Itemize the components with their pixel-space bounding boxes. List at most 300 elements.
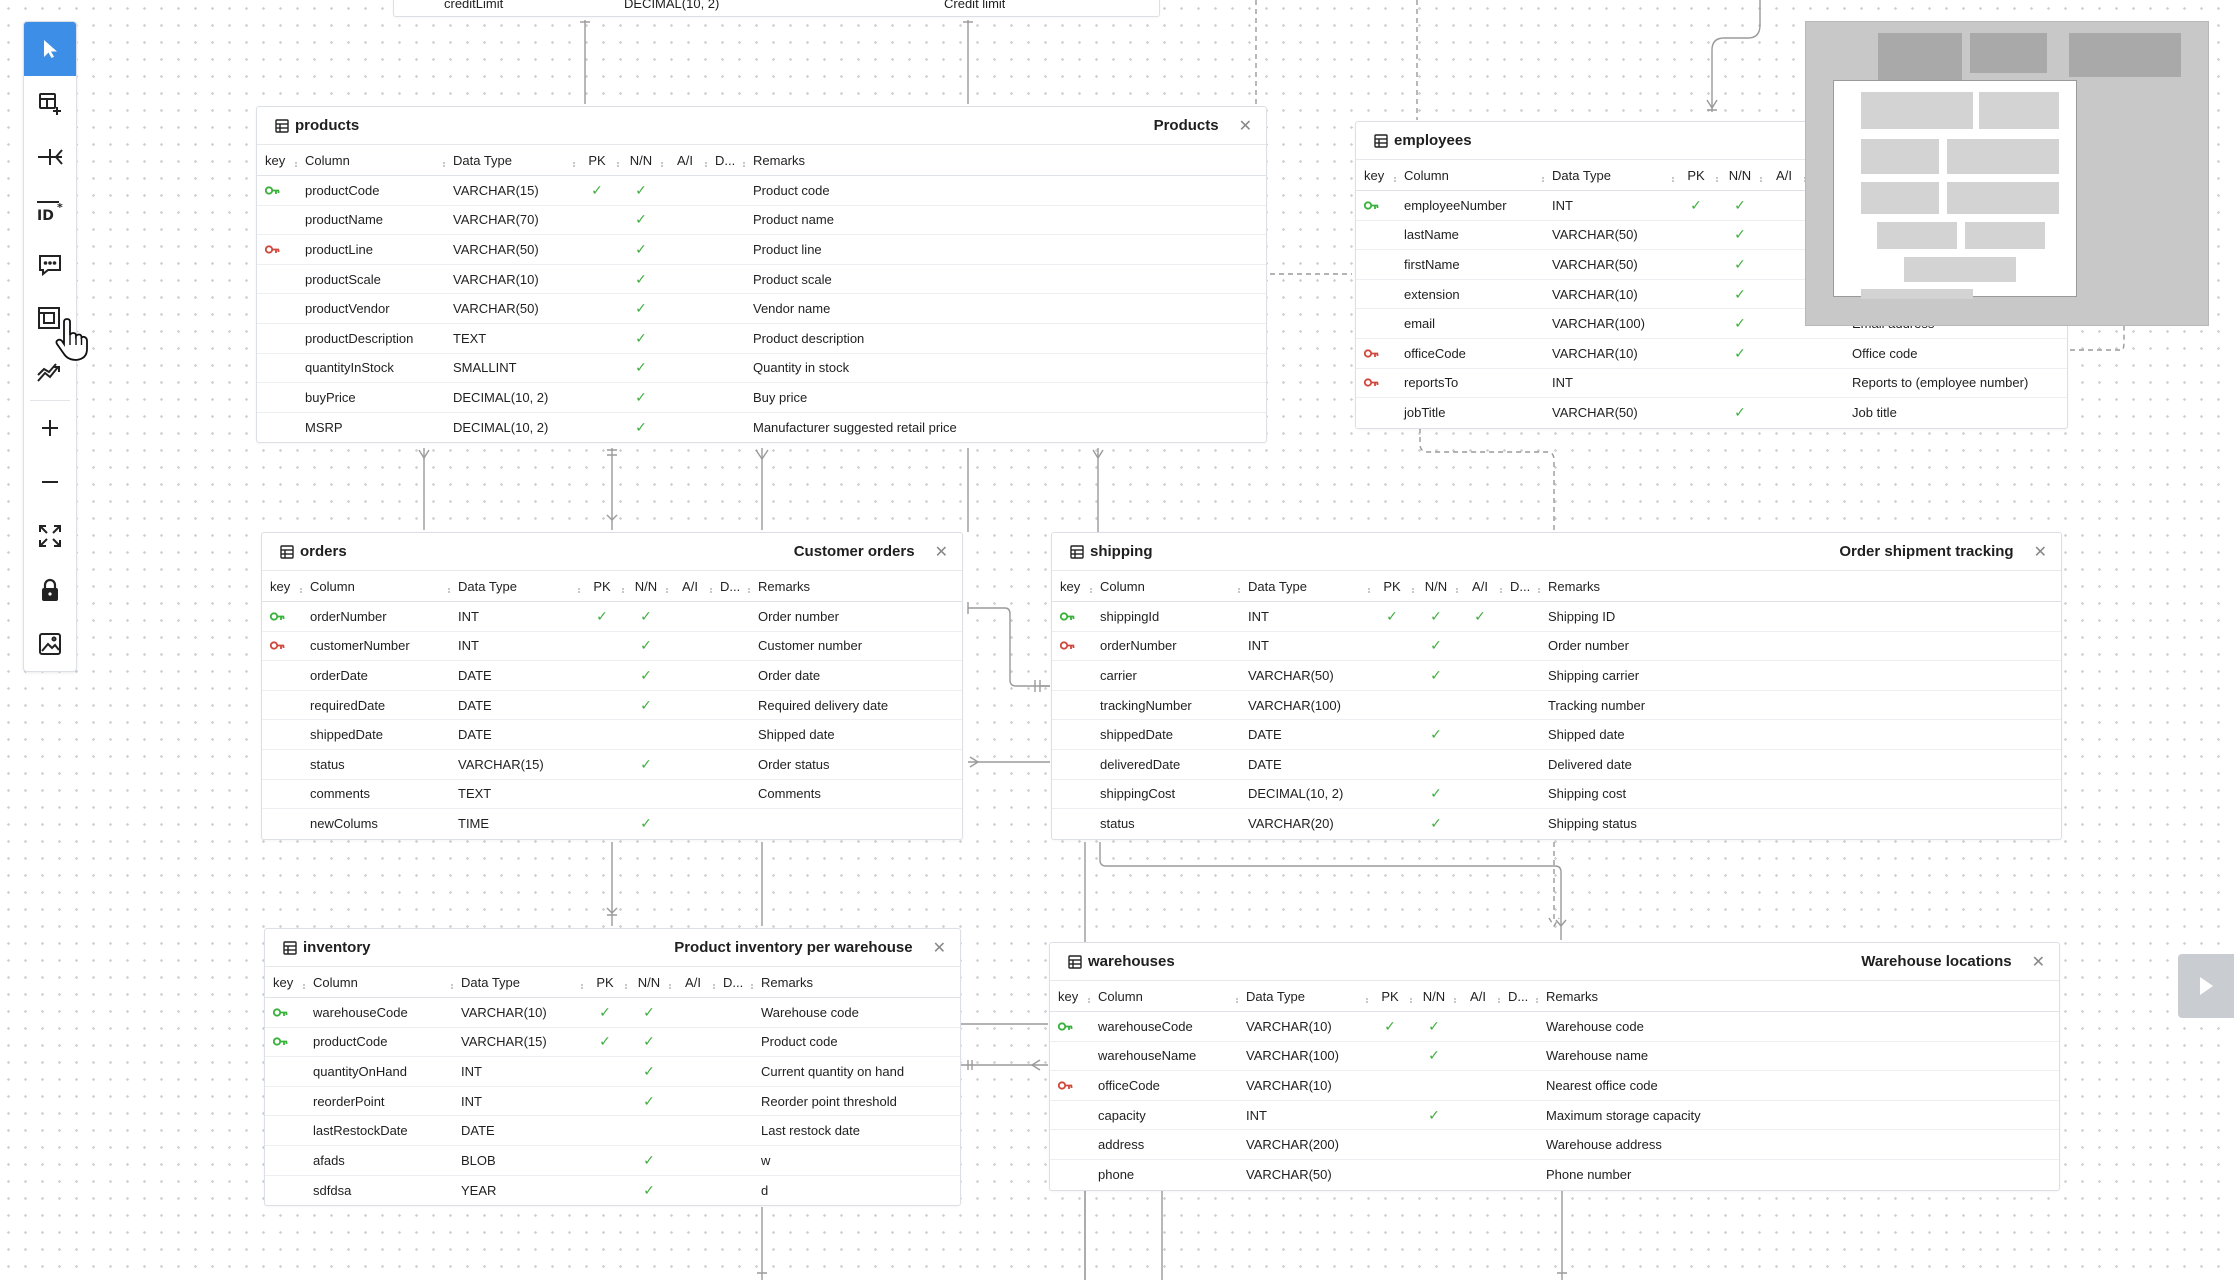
table-row[interactable] xyxy=(265,1028,960,1058)
column-remarks[interactable]: Product code xyxy=(761,1034,838,1050)
header-default: D... xyxy=(715,975,753,990)
table-row[interactable] xyxy=(1050,1012,2059,1042)
close-icon[interactable]: ✕ xyxy=(2033,543,2047,561)
minimap-viewport[interactable] xyxy=(1833,80,2077,297)
column-type[interactable]: DATE xyxy=(461,1123,495,1139)
nn-cell[interactable] xyxy=(1718,197,1762,214)
table-row[interactable] xyxy=(262,720,962,750)
nn-check-icon: ✓ xyxy=(635,359,647,376)
column-remarks[interactable]: Shipping ID xyxy=(1548,608,1616,624)
column-type[interactable]: VARCHAR(10) xyxy=(453,271,539,287)
column-name[interactable]: reportsTo xyxy=(1404,375,1459,391)
column-remarks[interactable]: Customer number xyxy=(758,638,863,654)
column-name[interactable]: status xyxy=(310,756,345,772)
column-name[interactable]: customerNumber xyxy=(310,638,410,654)
fit-view-button[interactable] xyxy=(24,509,76,563)
pk-cell[interactable] xyxy=(583,1004,627,1021)
table-row[interactable] xyxy=(257,294,1266,324)
table-products[interactable] xyxy=(256,106,1267,443)
column-name[interactable]: productName xyxy=(305,212,384,228)
column-type[interactable]: VARCHAR(100) xyxy=(1552,316,1645,332)
table-row[interactable] xyxy=(1050,1130,2059,1160)
column-remarks[interactable]: Warehouse code xyxy=(1546,1018,1644,1034)
close-icon[interactable]: ✕ xyxy=(932,939,946,957)
column-name[interactable]: productCode xyxy=(313,1034,388,1050)
column-header-row xyxy=(1052,571,2061,602)
trend-icon xyxy=(36,361,64,385)
column-name[interactable]: deliveredDate xyxy=(1100,756,1181,772)
column-type[interactable]: TEXT xyxy=(453,330,487,346)
column-remarks[interactable]: Product description xyxy=(753,330,865,346)
table-row[interactable] xyxy=(1052,750,2061,780)
column-remarks[interactable]: Nearest office code xyxy=(1546,1077,1658,1093)
nn-check-icon: ✓ xyxy=(640,755,652,772)
column-type[interactable]: INT xyxy=(1246,1107,1267,1123)
column-type[interactable]: VARCHAR(50) xyxy=(1248,667,1334,683)
nn-check-icon: ✓ xyxy=(643,1062,655,1079)
table-row[interactable] xyxy=(1052,780,2061,810)
column-type[interactable]: TIME xyxy=(458,816,490,832)
header-key: key xyxy=(1052,579,1092,594)
table-warehouses[interactable] xyxy=(1049,942,2060,1191)
header-remarks: Remarks xyxy=(753,152,806,168)
table-row[interactable] xyxy=(257,235,1266,265)
table-row[interactable] xyxy=(262,632,962,662)
table-row[interactable] xyxy=(262,691,962,721)
column-name[interactable]: productCode xyxy=(305,182,380,198)
column-type[interactable]: DATE xyxy=(1248,756,1282,772)
table-icon xyxy=(1070,545,1084,559)
table-remark: Warehouse locations xyxy=(1861,953,2012,970)
column-type[interactable]: VARCHAR(50) xyxy=(1246,1167,1332,1183)
table-row[interactable] xyxy=(265,1057,960,1087)
key-cell xyxy=(1052,612,1092,621)
add-id-column-button[interactable] xyxy=(24,184,76,238)
zoom-out-button[interactable] xyxy=(24,455,76,509)
column-header-row xyxy=(1050,981,2059,1012)
column-remarks[interactable]: Shipping cost xyxy=(1548,786,1627,802)
column-type[interactable]: VARCHAR(10) xyxy=(1552,286,1638,302)
column-type[interactable]: INT xyxy=(461,1093,482,1109)
header-nn: N/N xyxy=(624,579,668,594)
nn-cell[interactable] xyxy=(619,419,663,436)
column-type[interactable]: VARCHAR(200) xyxy=(1246,1137,1339,1153)
table-header[interactable] xyxy=(257,107,1266,145)
select-tool-button[interactable] xyxy=(24,22,76,76)
column-name[interactable]: reorderPoint xyxy=(313,1093,385,1109)
nn-cell[interactable] xyxy=(1414,726,1458,743)
column-name[interactable]: phone xyxy=(1098,1167,1135,1183)
nn-cell[interactable] xyxy=(1414,637,1458,654)
nn-cell[interactable] xyxy=(624,637,668,654)
column-remarks[interactable]: Shipped date xyxy=(1548,727,1625,743)
table-icon xyxy=(1374,134,1388,148)
nn-cell[interactable] xyxy=(624,608,668,625)
column-name[interactable]: trackingNumber xyxy=(1100,697,1192,713)
column-name[interactable]: sdfdsa xyxy=(313,1182,352,1198)
column-name[interactable]: warehouseName xyxy=(1098,1048,1197,1064)
column-type: DECIMAL(10, 2) xyxy=(624,0,720,11)
table-orders[interactable] xyxy=(261,532,963,840)
column-type[interactable]: VARCHAR(15) xyxy=(453,182,539,198)
column-remarks[interactable]: Buy price xyxy=(753,389,808,405)
table-row[interactable] xyxy=(1356,398,2067,428)
pk-cell[interactable] xyxy=(1370,608,1414,625)
nn-check-icon: ✓ xyxy=(1734,255,1746,272)
customers-table-partial[interactable] xyxy=(393,0,1160,17)
column-remarks[interactable]: Warehouse address xyxy=(1546,1137,1662,1153)
column-name[interactable]: shippedDate xyxy=(1100,727,1173,743)
nn-cell[interactable] xyxy=(1718,404,1762,421)
column-name[interactable]: shippingCost xyxy=(1100,786,1176,802)
close-icon[interactable]: ✕ xyxy=(2031,953,2045,971)
table-remark: Customer orders xyxy=(793,543,915,560)
column-type[interactable]: VARCHAR(50) xyxy=(1552,405,1638,421)
header-ai: A/I xyxy=(1456,989,1500,1004)
nn-check-icon: ✓ xyxy=(1430,666,1442,683)
column-name[interactable]: buyPrice xyxy=(305,389,356,405)
column-name[interactable]: officeCode xyxy=(1098,1077,1160,1093)
nn-cell[interactable] xyxy=(1414,667,1458,684)
pk-cell[interactable] xyxy=(575,182,619,199)
column-remarks[interactable]: Product line xyxy=(753,241,822,257)
pk-cell[interactable] xyxy=(1368,1018,1412,1035)
column-remarks[interactable]: Tracking number xyxy=(1548,697,1646,713)
pk-cell[interactable] xyxy=(583,1033,627,1050)
column-name[interactable]: shippingId xyxy=(1100,608,1160,624)
table-row[interactable] xyxy=(1052,720,2061,750)
table-header[interactable] xyxy=(262,533,962,571)
column-type[interactable]: VARCHAR(50) xyxy=(453,241,539,257)
nn-cell[interactable] xyxy=(619,271,663,288)
column-remarks[interactable]: Order status xyxy=(758,756,830,772)
column-remarks[interactable]: Product code xyxy=(753,182,830,198)
nn-cell[interactable] xyxy=(1718,256,1762,273)
column-remarks[interactable]: Reports to (employee number) xyxy=(1852,375,2029,391)
column-remarks[interactable]: Comments xyxy=(758,786,821,802)
nn-cell[interactable] xyxy=(1412,1018,1456,1035)
nn-cell[interactable] xyxy=(619,300,663,317)
table-row[interactable] xyxy=(262,780,962,810)
column-name[interactable]: comments xyxy=(310,786,370,802)
nn-cell[interactable] xyxy=(619,211,663,228)
nn-cell[interactable] xyxy=(619,330,663,347)
header-pk: PK xyxy=(1674,168,1718,183)
column-name[interactable]: address xyxy=(1098,1137,1145,1153)
minus-icon xyxy=(39,471,61,493)
header-key: key xyxy=(265,975,305,990)
add-relation-button[interactable] xyxy=(24,130,76,184)
column-remarks[interactable]: Shipping carrier xyxy=(1548,667,1640,683)
column-remarks[interactable]: Warehouse code xyxy=(761,1004,859,1020)
column-remarks[interactable]: Manufacturer suggested retail price xyxy=(753,420,957,436)
nn-cell[interactable] xyxy=(619,182,663,199)
table-header[interactable] xyxy=(1050,943,2059,981)
nn-check-icon: ✓ xyxy=(1430,785,1442,802)
table-row[interactable] xyxy=(1356,369,2067,399)
key-cell xyxy=(257,245,297,254)
column-name[interactable]: status xyxy=(1100,816,1135,832)
nn-cell[interactable] xyxy=(1412,1047,1456,1064)
table-row[interactable] xyxy=(1052,691,2061,721)
key-icon xyxy=(1364,201,1396,210)
column-remarks[interactable]: Shipping status xyxy=(1548,816,1637,832)
column-type[interactable]: VARCHAR(50) xyxy=(1552,256,1638,272)
nn-check-icon: ✓ xyxy=(1734,285,1746,302)
column-type[interactable]: DECIMAL(10, 2) xyxy=(1248,786,1344,802)
column-name[interactable]: lastName xyxy=(1404,227,1459,243)
expand-panel-button[interactable] xyxy=(2178,954,2234,1018)
column-type[interactable]: DECIMAL(10, 2) xyxy=(453,420,549,436)
header-column: Column xyxy=(297,153,445,168)
column-type[interactable]: DATE xyxy=(1248,727,1282,743)
table-row[interactable] xyxy=(257,265,1266,295)
column-type[interactable]: INT xyxy=(461,1063,482,1079)
column-name[interactable]: MSRP xyxy=(305,420,343,436)
zoom-in-button[interactable] xyxy=(24,401,76,455)
column-type[interactable]: INT xyxy=(1248,608,1269,624)
column-name[interactable]: capacity xyxy=(1098,1107,1146,1123)
column-remarks[interactable]: Last restock date xyxy=(761,1123,860,1139)
column-type[interactable]: DATE xyxy=(458,727,492,743)
column-type[interactable]: VARCHAR(50) xyxy=(453,301,539,317)
column-type[interactable]: VARCHAR(15) xyxy=(461,1034,547,1050)
table-row[interactable] xyxy=(265,1146,960,1176)
add-table-icon xyxy=(37,90,63,116)
column-remarks[interactable]: Shipped date xyxy=(758,727,835,743)
table-row[interactable] xyxy=(262,661,962,691)
column-remarks[interactable]: Reorder point threshold xyxy=(761,1093,897,1109)
column-type[interactable]: DATE xyxy=(458,667,492,683)
column-name[interactable]: warehouseCode xyxy=(313,1004,408,1020)
nn-cell[interactable] xyxy=(624,667,668,684)
column-type[interactable]: VARCHAR(10) xyxy=(1552,345,1638,361)
column-remarks[interactable]: Order number xyxy=(1548,638,1629,654)
nn-cell[interactable] xyxy=(1718,226,1762,243)
column-name[interactable]: afads xyxy=(313,1152,345,1168)
table-name: inventory xyxy=(303,939,371,956)
table-row[interactable] xyxy=(1052,632,2061,662)
table-row[interactable] xyxy=(257,413,1266,443)
column-type[interactable]: INT xyxy=(458,608,479,624)
hand-cursor-icon xyxy=(54,318,90,362)
table-row[interactable] xyxy=(1050,1071,2059,1101)
column-name[interactable]: orderNumber xyxy=(310,608,387,624)
svg-text:ID: ID xyxy=(37,208,54,224)
column-type[interactable]: INT xyxy=(458,638,479,654)
key-icon xyxy=(1060,612,1092,621)
column-remarks[interactable]: Warehouse name xyxy=(1546,1048,1649,1064)
nn-cell[interactable] xyxy=(627,1033,671,1050)
key-cell xyxy=(262,641,302,650)
column-remarks[interactable]: Job title xyxy=(1852,405,1897,421)
column-remarks[interactable]: Product scale xyxy=(753,271,832,287)
column-name[interactable]: employeeNumber xyxy=(1404,197,1507,213)
column-remarks[interactable]: Maximum storage capacity xyxy=(1546,1107,1701,1123)
header-pk: PK xyxy=(580,579,624,594)
nn-check-icon: ✓ xyxy=(643,1151,655,1168)
nn-cell[interactable] xyxy=(1414,785,1458,802)
lock-button[interactable] xyxy=(24,563,76,617)
header-remarks: Remarks xyxy=(758,578,811,594)
column-type[interactable]: VARCHAR(100) xyxy=(1248,697,1341,713)
table-row[interactable] xyxy=(262,750,962,780)
column-name[interactable]: requiredDate xyxy=(310,697,386,713)
table-header[interactable] xyxy=(1052,533,2061,571)
column-name[interactable]: firstName xyxy=(1404,256,1460,272)
nn-cell[interactable] xyxy=(624,756,668,773)
nn-cell[interactable] xyxy=(627,1063,671,1080)
column-type[interactable]: VARCHAR(15) xyxy=(458,756,544,772)
table-row[interactable] xyxy=(1050,1042,2059,1072)
close-icon[interactable]: ✕ xyxy=(1238,117,1252,135)
column-type[interactable]: DECIMAL(10, 2) xyxy=(453,389,549,405)
column-name[interactable]: orderDate xyxy=(310,667,368,683)
table-row[interactable] xyxy=(1052,661,2061,691)
nn-cell[interactable] xyxy=(1718,345,1762,362)
nn-cell[interactable] xyxy=(627,1093,671,1110)
column-type[interactable]: VARCHAR(20) xyxy=(1248,816,1334,832)
column-name[interactable]: productVendor xyxy=(305,301,390,317)
add-table-button[interactable] xyxy=(24,76,76,130)
column-type[interactable]: VARCHAR(10) xyxy=(1246,1077,1332,1093)
table-row[interactable] xyxy=(265,1087,960,1117)
column-remarks[interactable]: Current quantity on hand xyxy=(761,1063,905,1079)
nn-cell[interactable] xyxy=(1412,1107,1456,1124)
header-nn: N/N xyxy=(1412,989,1456,1004)
table-shipping[interactable] xyxy=(1051,532,2062,840)
table-row[interactable] xyxy=(257,324,1266,354)
column-remarks[interactable]: Required delivery date xyxy=(758,697,889,713)
add-comment-button[interactable] xyxy=(24,238,76,292)
column-name[interactable]: carrier xyxy=(1100,667,1137,683)
table-remark: Order shipment tracking xyxy=(1839,543,2014,560)
column-remarks[interactable]: d xyxy=(761,1182,769,1198)
column-remarks[interactable]: Order date xyxy=(758,667,821,683)
column-type[interactable]: VARCHAR(100) xyxy=(1246,1048,1339,1064)
header-ai: A/I xyxy=(668,579,712,594)
nn-check-icon: ✓ xyxy=(1430,815,1442,832)
header-default: D... xyxy=(1502,579,1540,594)
table-row[interactable] xyxy=(262,602,962,632)
column-remarks[interactable]: Product name xyxy=(753,212,834,228)
table-row[interactable] xyxy=(257,176,1266,206)
pk-cell[interactable] xyxy=(1674,197,1718,214)
column-name[interactable]: warehouseCode xyxy=(1098,1018,1193,1034)
table-row[interactable] xyxy=(1050,1101,2059,1131)
column-name[interactable]: newColums xyxy=(310,816,378,832)
table-row[interactable] xyxy=(1356,339,2067,369)
nn-check-icon: ✓ xyxy=(1430,726,1442,743)
column-remarks[interactable]: Delivered date xyxy=(1548,756,1632,772)
close-icon[interactable]: ✕ xyxy=(934,543,948,561)
nn-cell[interactable] xyxy=(624,815,668,832)
nn-check-icon: ✓ xyxy=(640,696,652,713)
column-name[interactable]: quantityOnHand xyxy=(313,1063,407,1079)
key-icon xyxy=(265,245,297,254)
column-name[interactable]: extension xyxy=(1404,286,1460,302)
column-type[interactable]: INT xyxy=(1552,375,1573,391)
nn-cell[interactable] xyxy=(627,1182,671,1199)
nn-cell[interactable] xyxy=(1414,608,1458,625)
header-key: key xyxy=(1356,168,1396,183)
key-icon xyxy=(273,1037,305,1046)
nn-cell[interactable] xyxy=(619,359,663,376)
column-type[interactable]: YEAR xyxy=(461,1182,497,1198)
table-row[interactable] xyxy=(257,206,1266,236)
column-remarks[interactable]: Order number xyxy=(758,608,839,624)
nn-cell[interactable] xyxy=(619,241,663,258)
column-name[interactable]: quantityInStock xyxy=(305,360,394,376)
column-remarks[interactable]: Quantity in stock xyxy=(753,360,850,376)
column-name[interactable]: shippedDate xyxy=(310,727,383,743)
nn-cell[interactable] xyxy=(1414,815,1458,832)
table-row[interactable] xyxy=(265,1176,960,1206)
column-name[interactable]: jobTitle xyxy=(1404,405,1446,421)
header-remarks: Remarks xyxy=(1548,578,1601,594)
column-name[interactable]: productScale xyxy=(305,271,381,287)
key-cell xyxy=(1050,1081,1090,1090)
table-inventory[interactable] xyxy=(264,928,961,1206)
nn-cell[interactable] xyxy=(1718,315,1762,332)
column-type[interactable]: VARCHAR(70) xyxy=(453,212,539,228)
table-row[interactable] xyxy=(262,809,962,839)
column-remarks[interactable]: w xyxy=(761,1152,771,1168)
minimap[interactable] xyxy=(1805,21,2209,326)
table-icon xyxy=(283,941,297,955)
table-row[interactable] xyxy=(257,383,1266,413)
table-row[interactable] xyxy=(1052,809,2061,839)
nn-cell[interactable] xyxy=(1718,286,1762,303)
table-row[interactable] xyxy=(265,1116,960,1146)
column-remarks[interactable]: Phone number xyxy=(1546,1167,1632,1183)
column-type[interactable]: DATE xyxy=(458,697,492,713)
header-default: D... xyxy=(712,579,750,594)
column-type[interactable]: TEXT xyxy=(458,786,492,802)
column-name[interactable]: lastRestockDate xyxy=(313,1123,408,1139)
table-row[interactable] xyxy=(265,998,960,1028)
column-type[interactable]: BLOB xyxy=(461,1152,496,1168)
column-type[interactable]: INT xyxy=(1552,197,1573,213)
table-row[interactable] xyxy=(1052,602,2061,632)
column-name[interactable]: officeCode xyxy=(1404,345,1466,361)
column-type[interactable]: VARCHAR(50) xyxy=(1552,227,1638,243)
nn-cell[interactable] xyxy=(624,697,668,714)
column-type[interactable]: INT xyxy=(1248,638,1269,654)
pk-cell[interactable] xyxy=(580,608,624,625)
header-column: Column xyxy=(1396,168,1544,183)
table-icon xyxy=(1068,955,1082,969)
column-type[interactable]: VARCHAR(10) xyxy=(461,1004,547,1020)
column-name[interactable]: email xyxy=(1404,316,1436,332)
column-remarks[interactable]: Office code xyxy=(1852,345,1918,361)
nn-cell[interactable] xyxy=(619,389,663,406)
column-type[interactable]: VARCHAR(10) xyxy=(1246,1018,1332,1034)
column-name[interactable]: orderNumber xyxy=(1100,638,1177,654)
table-row[interactable] xyxy=(1050,1160,2059,1190)
export-image-button[interactable] xyxy=(24,617,76,671)
column-name[interactable]: productLine xyxy=(305,241,373,257)
column-type[interactable]: SMALLINT xyxy=(453,360,517,376)
nn-cell[interactable] xyxy=(627,1152,671,1169)
nn-cell[interactable] xyxy=(627,1004,671,1021)
table-header[interactable] xyxy=(265,929,960,967)
pk-check-icon: ✓ xyxy=(599,1003,611,1020)
table-row[interactable] xyxy=(257,354,1266,384)
ai-cell[interactable] xyxy=(1458,608,1502,625)
column-remarks[interactable]: Vendor name xyxy=(753,301,831,317)
column-name[interactable]: productDescription xyxy=(305,330,414,346)
